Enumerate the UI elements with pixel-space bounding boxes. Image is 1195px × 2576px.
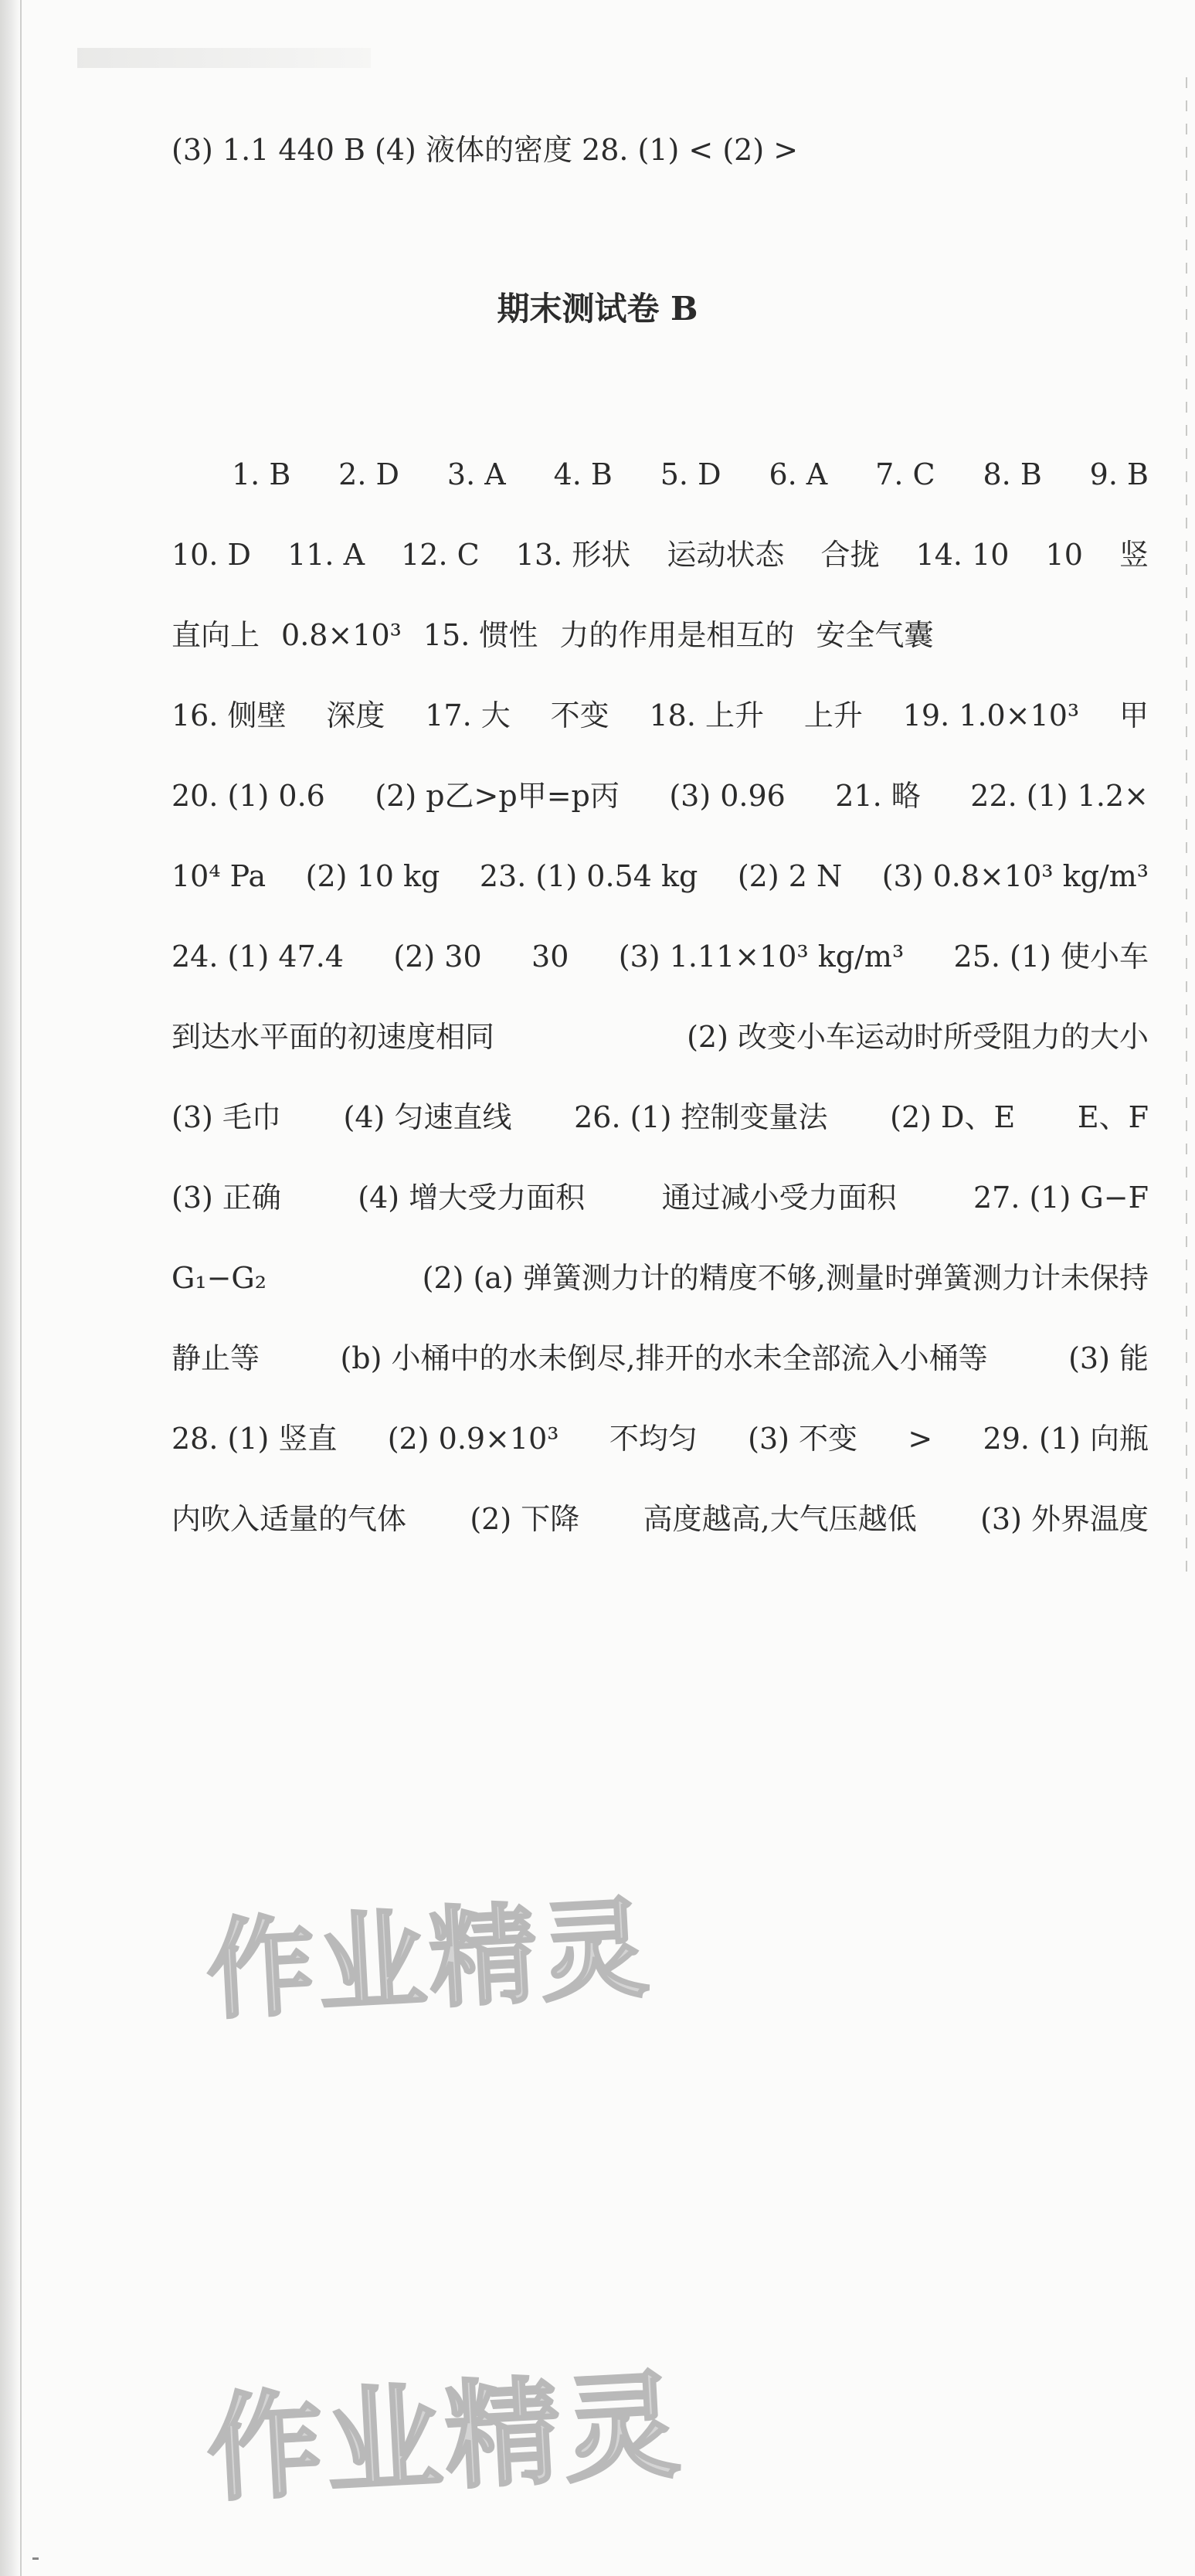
answer-line-5 bbox=[171, 773, 1149, 853]
answer-item: (2) 下降 bbox=[470, 1502, 580, 1536]
answer-item: 3. A bbox=[446, 457, 506, 491]
answer-item: 20. (1) 0.6 bbox=[171, 779, 325, 813]
answer-line-3 bbox=[171, 612, 1149, 692]
faint-header-residue bbox=[77, 48, 371, 68]
answer-item: (2) (a) 弹簧测力计的精度不够,测量时弹簧测力计未保持 bbox=[422, 1261, 1149, 1295]
answer-item: 22. (1) 1.2× bbox=[970, 779, 1149, 813]
answer-item: 17. 大 bbox=[425, 698, 511, 732]
answer-item: 0.8×10³ bbox=[281, 618, 402, 652]
answer-item: 竖 bbox=[1119, 538, 1149, 572]
answer-item: 16. 侧壁 bbox=[171, 698, 287, 732]
answer-item: 10⁴ Pa bbox=[171, 859, 266, 893]
answer-item: (2) 2 N bbox=[737, 859, 843, 893]
answer-item: (3) 0.8×10³ kg/m³ bbox=[881, 859, 1149, 893]
answer-line-12 bbox=[171, 1335, 1149, 1415]
answer-item: (3) 不变 bbox=[748, 1422, 858, 1456]
answer-item: 13. 形状 bbox=[515, 538, 631, 572]
answer-item: 10 bbox=[1045, 538, 1083, 572]
answer-item: 直向上 bbox=[171, 618, 260, 652]
answer-item: 不变 bbox=[550, 698, 609, 732]
answer-item: 2. D bbox=[338, 457, 399, 491]
answer-item: (4) 增大受力面积 bbox=[358, 1181, 586, 1215]
answer-item: (2) D、E bbox=[890, 1100, 1016, 1134]
answer-block bbox=[171, 451, 1149, 1576]
answer-item: 11. A bbox=[287, 538, 365, 572]
answer-item: 25. (1) 使小车 bbox=[953, 940, 1149, 974]
answer-line-6 bbox=[171, 853, 1149, 933]
answer-item: 15. 惯性 bbox=[423, 618, 538, 652]
answer-line-2 bbox=[171, 532, 1149, 612]
answer-item: (3) 毛巾 bbox=[171, 1100, 281, 1134]
answer-line-14 bbox=[171, 1496, 1149, 1576]
answer-item: 安全气囊 bbox=[816, 618, 934, 652]
answer-item: 27. (1) G−F bbox=[973, 1181, 1149, 1215]
answer-item: (3) 1.11×10³ kg/m³ bbox=[618, 940, 905, 974]
answer-item: 7. C bbox=[875, 457, 935, 491]
watermark-logo: 作业精灵 bbox=[203, 1885, 655, 2035]
answer-item: 9. B bbox=[1089, 457, 1149, 491]
answer-item: 不均匀 bbox=[609, 1422, 698, 1456]
answer-item: 通过减小受力面积 bbox=[661, 1181, 897, 1215]
answer-item: (b) 小桶中的水未倒尽,排开的水未全部流入小桶等 bbox=[340, 1341, 988, 1375]
answer-line-7 bbox=[171, 933, 1149, 1014]
answer-item: 5. D bbox=[660, 457, 721, 491]
answer-item: 运动状态 bbox=[667, 538, 785, 572]
answer-item: 甲 bbox=[1119, 698, 1149, 732]
answer-item: (2) 10 kg bbox=[305, 859, 440, 893]
answer-item: (3) 外界温度 bbox=[980, 1502, 1149, 1536]
answer-item: 内吹入适量的气体 bbox=[171, 1502, 407, 1536]
answer-item: (2) 0.9×10³ bbox=[387, 1422, 559, 1456]
answer-line-9 bbox=[171, 1094, 1149, 1174]
binding-line bbox=[20, 0, 22, 2576]
answer-item: 6. A bbox=[769, 457, 828, 491]
answer-item: 14. 10 bbox=[915, 538, 1010, 572]
answer-item: (2) 改变小车运动时所受阻力的大小 bbox=[687, 1020, 1149, 1054]
answer-item: (3) 正确 bbox=[171, 1181, 281, 1215]
answer-item: 力的作用是相互的 bbox=[559, 618, 795, 652]
answer-line-10 bbox=[171, 1174, 1149, 1255]
answer-item: > bbox=[908, 1422, 933, 1456]
answer-item: E、F bbox=[1077, 1100, 1149, 1134]
answer-item: 23. (1) 0.54 kg bbox=[479, 859, 698, 893]
answer-item: 到达水平面的初速度相同 bbox=[171, 1020, 495, 1054]
answer-item: 24. (1) 47.4 bbox=[171, 940, 345, 974]
answer-item: 上升 bbox=[803, 698, 863, 732]
section-heading: 期末测试卷 B bbox=[497, 290, 698, 328]
answer-item: G₁−G₂ bbox=[171, 1261, 267, 1295]
answer-line-13 bbox=[171, 1415, 1149, 1496]
answer-item: 静止等 bbox=[171, 1341, 260, 1375]
answer-item: 高度越高,大气压越低 bbox=[643, 1502, 917, 1536]
answer-item: (4) 匀速直线 bbox=[343, 1100, 512, 1134]
corner-mark bbox=[32, 2557, 39, 2560]
answer-item: 深度 bbox=[326, 698, 385, 732]
answer-item: 10. D bbox=[171, 538, 251, 572]
answer-item: 29. (1) 向瓶 bbox=[983, 1422, 1149, 1456]
answer-item: 21. 略 bbox=[835, 779, 921, 813]
page-left-edge bbox=[0, 0, 20, 2576]
previous-answers-tail: (3) 1.1 440 B (4) 液体的密度 28. (1) < (2) > bbox=[171, 133, 799, 167]
answer-line-4 bbox=[171, 692, 1149, 773]
answer-line-11 bbox=[171, 1255, 1149, 1335]
answer-line-1 bbox=[171, 451, 1149, 532]
answer-item: 8. B bbox=[983, 457, 1042, 491]
answer-item: 26. (1) 控制变量法 bbox=[574, 1100, 828, 1134]
answer-item: 28. (1) 竖直 bbox=[171, 1422, 338, 1456]
answer-line-8 bbox=[171, 1014, 1149, 1094]
answer-item: (2) 30 bbox=[393, 940, 482, 974]
answer-item: (2) p乙>p甲=p丙 bbox=[375, 779, 620, 813]
answer-item: 4. B bbox=[553, 457, 613, 491]
answer-item: 12. C bbox=[401, 538, 480, 572]
watermark-logo: 作业精灵 bbox=[203, 2358, 687, 2518]
answer-item: 18. 上升 bbox=[649, 698, 765, 732]
answer-item: 30 bbox=[531, 940, 569, 974]
answer-item: (3) 能 bbox=[1068, 1341, 1149, 1375]
answer-item: 合拢 bbox=[820, 538, 880, 572]
answer-item: 1. B bbox=[232, 457, 291, 491]
answer-item: 19. 1.0×10³ bbox=[902, 698, 1080, 732]
answer-item: (3) 0.96 bbox=[669, 779, 786, 813]
